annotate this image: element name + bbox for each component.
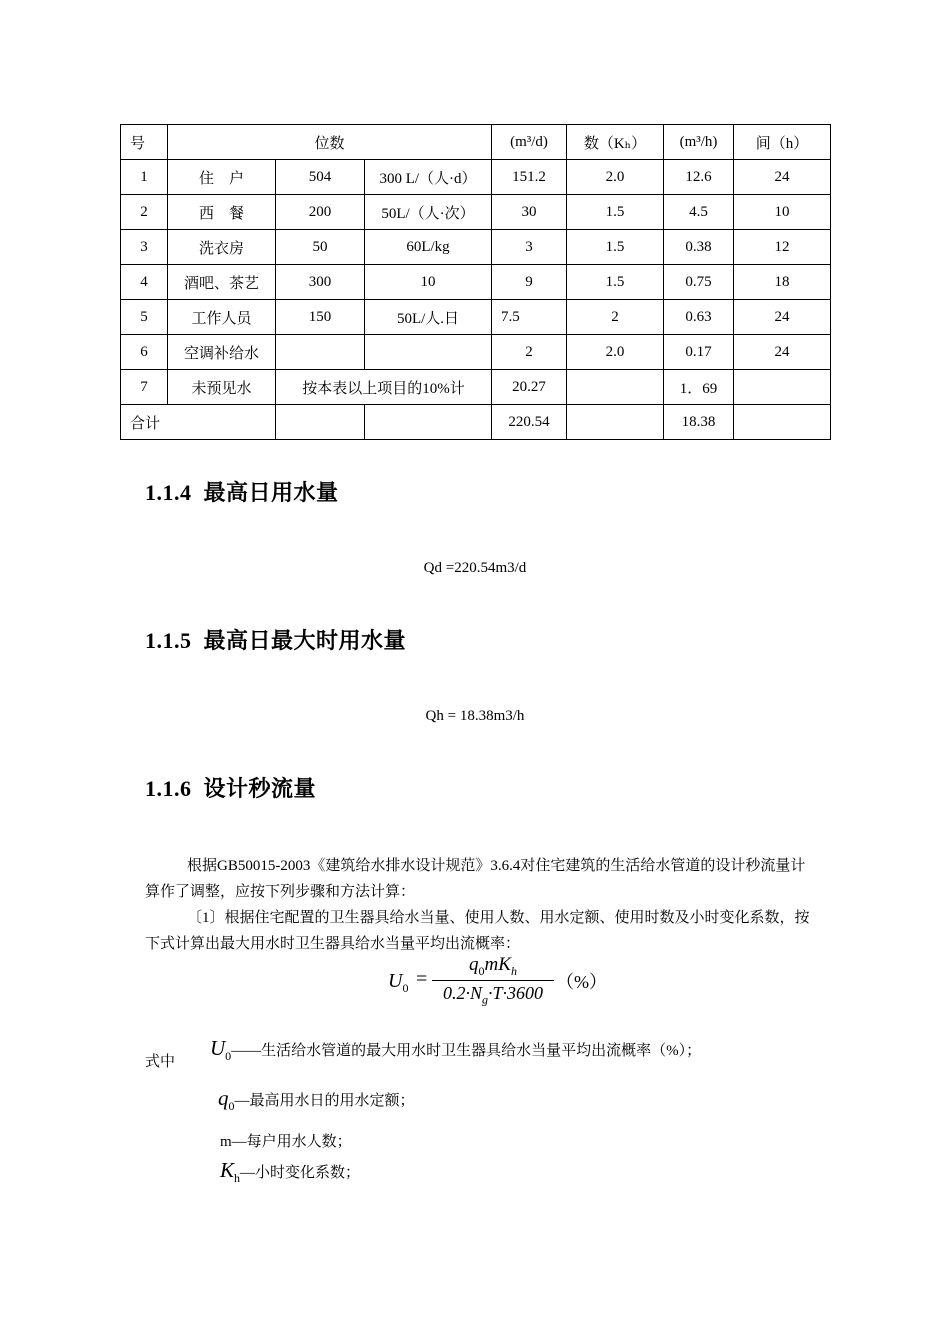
water-usage-table <box>120 124 831 440</box>
total-label: 合计 <box>121 405 276 440</box>
u0-description: ——生活给水管道的最大用水时卫生器具给水当量平均出流概率（%）； <box>231 1043 702 1059</box>
table-row <box>121 195 831 230</box>
total-empty-cell <box>734 405 831 440</box>
definitions-intro: 式中 <box>145 1054 176 1070</box>
header-cell-kh: 数（Kₕ） <box>567 125 664 160</box>
row-count-cell: 300 <box>276 265 365 300</box>
section-number: 1.1.5 <box>145 628 192 653</box>
row-name-cell: 未预见水 <box>168 370 276 405</box>
row-count-cell: 504 <box>276 160 365 195</box>
row-number-cell: 6 <box>121 335 168 370</box>
row-hours-cell: 24 <box>734 160 831 195</box>
total-empty-cell <box>567 405 664 440</box>
row-name-cell: 空调补给水 <box>168 335 276 370</box>
formula-unit: （%） <box>556 972 607 992</box>
total-qd: 220.54 <box>492 405 567 440</box>
formula-equals: = <box>416 968 428 990</box>
definition-q0 <box>218 1086 415 1114</box>
row-number-cell: 3 <box>121 230 168 265</box>
row-hours-cell: 12 <box>734 230 831 265</box>
row-number-cell: 5 <box>121 300 168 335</box>
section-number: 1.1.4 <box>145 480 192 505</box>
row-kh-cell <box>567 370 664 405</box>
definition-m: m—每户用水人数； <box>220 1134 352 1150</box>
row-qd-cell: 20.27 <box>492 370 567 405</box>
row-qd-cell: 2 <box>492 335 567 370</box>
row-qd-cell: 7.5 <box>492 300 567 335</box>
row-qd-cell: 3 <box>492 230 567 265</box>
row-merged-note-cell: 按本表以上项目的10%计 <box>276 370 492 405</box>
formula-fraction <box>432 954 554 1008</box>
row-qd-cell: 30 <box>492 195 567 230</box>
section-heading-1-1-4 <box>145 476 339 507</box>
total-empty-cell <box>276 405 365 440</box>
formula-numerator: $q_0mK_h$ <box>469 954 517 978</box>
table-row <box>121 335 831 370</box>
q0-symbol: $q_0$ <box>218 1086 235 1114</box>
total-qh: 18.38 <box>664 405 734 440</box>
row-quota-cell: 300 L/（人·d） <box>365 160 492 195</box>
row-count-cell: 150 <box>276 300 365 335</box>
row-kh-cell: 2.0 <box>567 160 664 195</box>
row-name-cell: 洗衣房 <box>168 230 276 265</box>
row-hours-cell: 24 <box>734 335 831 370</box>
paragraph-regulation: 根据GB50015-2003《建筑给水排水设计规范》3.6.4对住宅建筑的生活给水管道的设计秒流量计算作了调整，应按下列步骤和方法计算： <box>145 858 806 900</box>
row-name-cell: 酒吧、茶艺 <box>168 265 276 300</box>
u0-symbol: $U_0$ <box>210 1036 232 1064</box>
section-title: 设计秒流量 <box>203 777 317 802</box>
table-row <box>121 230 831 265</box>
row-quota-cell: 50L/（人·次） <box>365 195 492 230</box>
header-cell-no: 号 <box>121 125 168 160</box>
row-count-cell <box>276 335 365 370</box>
row-qh-cell: 0.75 <box>664 265 734 300</box>
row-qh-cell: 1．69 <box>664 370 734 405</box>
table-row <box>121 265 831 300</box>
row-count-cell: 50 <box>276 230 365 265</box>
row-number-cell: 2 <box>121 195 168 230</box>
formula-lhs: $U_0$ <box>388 970 409 995</box>
row-kh-cell: 2.0 <box>567 335 664 370</box>
row-hours-cell: 24 <box>734 300 831 335</box>
qd-formula: Qd =220.54m3/d <box>423 560 527 576</box>
qh-formula: Qh = 18.38m3/h <box>425 708 525 724</box>
header-cell-hours: 间（h） <box>734 125 831 160</box>
table-row <box>121 160 831 195</box>
row-quota-cell <box>365 335 492 370</box>
row-hours-cell <box>734 370 831 405</box>
row-hours-cell: 10 <box>734 195 831 230</box>
row-kh-cell: 1.5 <box>567 230 664 265</box>
section-heading-1-1-5 <box>145 624 406 655</box>
row-quota-cell: 60L/kg <box>365 230 492 265</box>
q0-description: —最高用水日的用水定额； <box>234 1093 415 1109</box>
definition-u0 <box>210 1036 701 1064</box>
header-cell-qd: (m³/d) <box>492 125 567 160</box>
header-cell-count: 位数 <box>168 125 492 160</box>
table-row <box>121 300 831 335</box>
row-qh-cell: 4.5 <box>664 195 734 230</box>
formula-denominator: $0.2\cdot N_g\cdot T\cdot 3600$ <box>442 983 544 1007</box>
kh-description: —小时变化系数； <box>240 1165 361 1181</box>
row-qh-cell: 0.63 <box>664 300 734 335</box>
definition-kh <box>220 1158 360 1186</box>
section-heading-1-1-6 <box>145 772 316 803</box>
row-quota-cell: 10 <box>365 265 492 300</box>
header-cell-qh: (m³/h) <box>664 125 734 160</box>
row-name-cell: 工作人员 <box>168 300 276 335</box>
row-qd-cell: 9 <box>492 265 567 300</box>
row-qh-cell: 12.6 <box>664 160 734 195</box>
section-title: 最高日最大时用水量 <box>203 629 407 654</box>
row-qh-cell: 0.17 <box>664 335 734 370</box>
kh-symbol: $K_h$ <box>220 1158 241 1186</box>
row-count-cell: 200 <box>276 195 365 230</box>
table-total-row <box>121 405 831 440</box>
total-empty-cell <box>365 405 492 440</box>
section-number: 1.1.6 <box>145 776 192 801</box>
row-name-cell: 住 户 <box>168 160 276 195</box>
row-number-cell: 1 <box>121 160 168 195</box>
row-hours-cell: 18 <box>734 265 831 300</box>
section-title: 最高日用水量 <box>203 481 339 506</box>
table-header-row <box>121 125 831 160</box>
row-kh-cell: 2 <box>567 300 664 335</box>
paragraph-step-1: 〔1〕根据住宅配置的卫生器具给水当量、使用人数、用水定额、使用时数及小时变化系数，按下式计算出最大用水时卫生器具给水当量平均出流概率： <box>145 910 810 952</box>
u0-formula <box>388 950 618 1020</box>
row-quota-cell: 50L/人.日 <box>365 300 492 335</box>
row-qd-cell: 151.2 <box>492 160 567 195</box>
row-number-cell: 4 <box>121 265 168 300</box>
row-kh-cell: 1.5 <box>567 195 664 230</box>
row-kh-cell: 1.5 <box>567 265 664 300</box>
row-name-cell: 西 餐 <box>168 195 276 230</box>
table-row <box>121 370 831 405</box>
row-number-cell: 7 <box>121 370 168 405</box>
row-qh-cell: 0.38 <box>664 230 734 265</box>
